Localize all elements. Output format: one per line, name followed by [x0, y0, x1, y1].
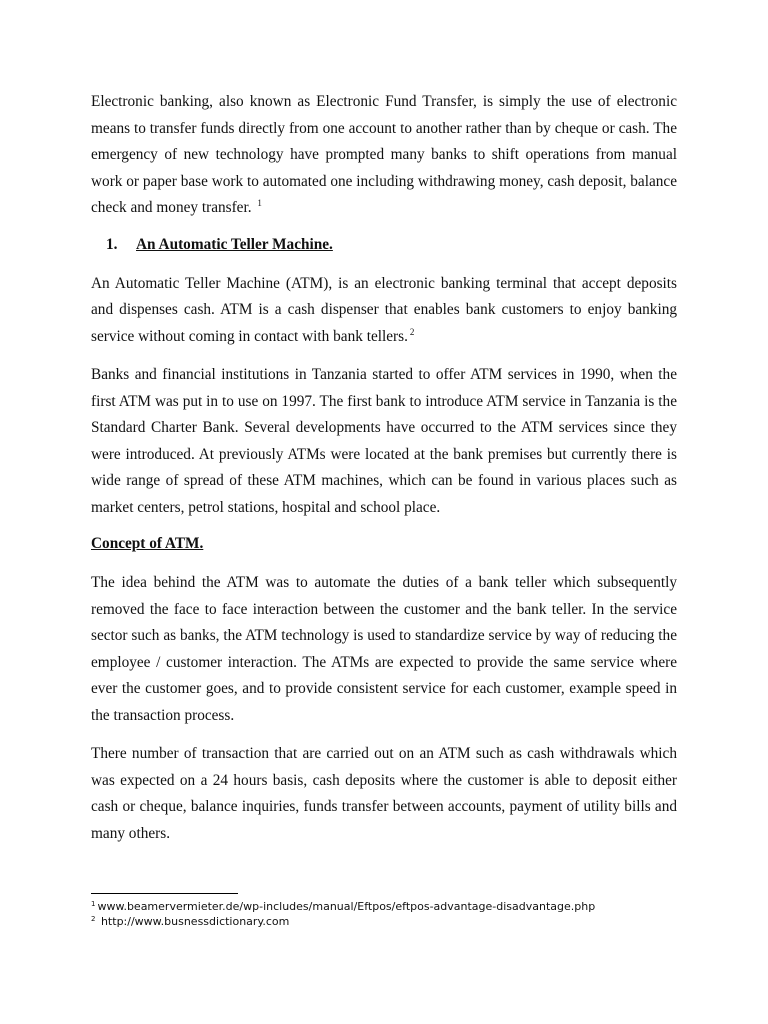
footnote-ref[interactable]: 1 — [257, 198, 262, 208]
section-title: An Automatic Teller Machine. — [136, 235, 333, 253]
section-heading-atm — [91, 234, 677, 256]
footnote-mark: 1 — [91, 900, 96, 908]
footnote-1 — [91, 899, 677, 914]
paragraph-atm-transactions: There number of transaction that are carried out on an ATM such as cash withdrawals which was expected on a 24 hours basis, cash deposits where the customer is able to deposit either cash or cheque, balance inquiries, funds transfer between accounts, payment of utility bills and many others. — [91, 745, 677, 842]
document-body — [91, 89, 677, 859]
paragraph-atm-concept: The idea behind the ATM was to automate the duties of a bank teller which subsequently removed the face to face interaction between the customer and the bank teller. In the service sector such as banks, the ATM technology is used to standardize service by way of reducing the employee / customer interaction. The ATMs are expected to provide the same service where ever the customer goes, and to provide consistent service for each customer, example speed in the transaction process. — [91, 574, 677, 724]
paragraph-atm-definition — [91, 271, 677, 351]
paragraph-text: An Automatic Teller Machine (ATM), is an electronic banking terminal that accept deposits and dispenses cash. ATM is a cash dispenser that enables bank customers to enjoy banking service without coming in contact with bank tellers. — [91, 274, 677, 345]
footnote-link[interactable]: www.beamervermieter.de/wp-includes/manual/Eftpos/eftpos-advantage-disadvantage.php — [97, 900, 596, 913]
footnote-link[interactable]: http://www.busnessdictionary.com — [97, 915, 290, 928]
footnotes — [91, 893, 677, 929]
footnote-divider — [91, 893, 238, 894]
paragraph-electronic-banking — [91, 89, 677, 222]
paragraph-atm-tanzania: Banks and financial institutions in Tanzania started to offer ATM services in 1990, when the first ATM was put in to use on 1997. The first bank to introduce ATM service in Tanzania is the Standard Charter Bank. Several developments have occurred to the ATM services since they were introduced. At previously ATMs were located at the bank premises but currently there is wide range of spread of these ATM machines, which can be found in various places such as market centers, petrol stations, hospital and school place. — [91, 366, 677, 516]
footnote-ref[interactable]: 2 — [409, 326, 415, 337]
section-number: 1. — [106, 235, 118, 253]
footnote-mark: 2 — [91, 915, 96, 923]
heading-concept-of-atm: Concept of ATM. — [91, 535, 204, 552]
footnote-2 — [91, 914, 677, 929]
paragraph-text: Electronic banking, also known as Electronic Fund Transfer, is simply the use of electronic means to transfer funds directly from one account to another rather than by cheque or cash. The emergency of new technology have prompted many banks to shift operations from manual work or paper base work to automated one including withdrawing money, cash deposit, balance check and money transfer. — [91, 93, 677, 216]
